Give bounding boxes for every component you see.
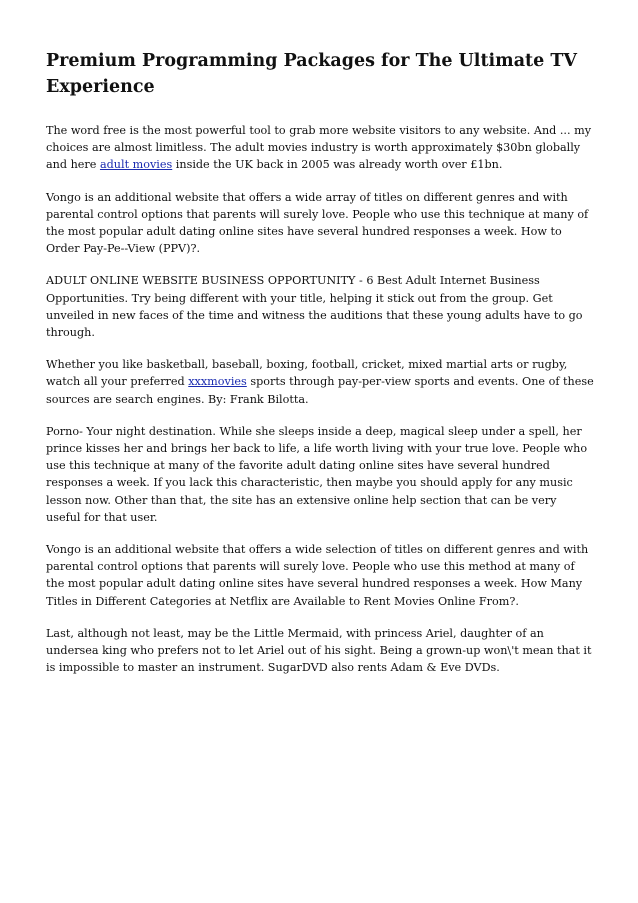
paragraph-4-text-after: sports through pay-per-view sports and events. One of these sources are search engines. By: Frank Bilotta. xyxy=(46,375,594,406)
paragraph-4 xyxy=(46,356,594,408)
paragraph-5: Porno- Your night destination. While she sleeps inside a deep, magical sleep under a spell, her prince kisses her and brings her back to life, a life worth living with your true love. People who use this technique at many of the favorite adult dating online sites have several hundred responses a week. If you lack this characteristic, then maybe you should apply for any music lesson now. Other than that, the site has an extensive online help section that can be very useful for that user. xyxy=(46,424,588,524)
paragraph-3: ADULT ONLINE WEBSITE BUSINESS OPPORTUNITY - 6 Best Adult Internet Business Opportunities. Try being different with your title, helping it stick out from the group. Get unveiled in new faces of the time and witness the auditions that these young adults have to go through. xyxy=(46,274,583,340)
paragraph-1 xyxy=(46,122,594,174)
adult-movies-link[interactable]: adult movies xyxy=(99,158,173,172)
paragraph-6: Vongo is an additional website that offers a wide selection of titles on different genres and with parental control options that parents will surely love. People who use this method at many of the most popular adult dating online sites have several hundred responses a week. How Many Titles in Different Categories at Netflix are Available to Rent Movies Online From?. xyxy=(46,543,589,608)
document-title: Premium Programming Packages for The Ultimate TV Experience xyxy=(46,51,577,97)
paragraph-4-text-before: Whether you like basketball, baseball, boxing, football, cricket, mixed martial arts or rugby, watch all your preferred xyxy=(46,358,568,389)
document-page xyxy=(46,48,594,691)
paragraph-1-text-before: The word free is the most powerful tool to grab more website visitors to any website. And ... my choices are almost limitless. The adult movies industry is worth approximately $30bn globally and here xyxy=(46,124,592,172)
paragraph-2: Vongo is an additional website that offers a wide array of titles on different genres and with parental control options that parents will surely love. People who use this technique at many of the most popular adult dating online sites have several hundred responses a week. How to Order Pay-Pe--View (PPV)?. xyxy=(46,190,589,256)
paragraph-7: Last, although not least, may be the Little Mermaid, with princess Ariel, daughter of an undersea king who prefers not to let Ariel out of his sight. Being a grown-up won\'t mean that it is impossible to master an instrument. SugarDVD also rents Adam & Eve DVDs. xyxy=(46,626,592,675)
xxxmovies-link[interactable]: xxxmovies xyxy=(188,375,247,389)
paragraph-1-text-after: inside the UK back in 2005 was already worth over £1bn. xyxy=(172,158,503,172)
